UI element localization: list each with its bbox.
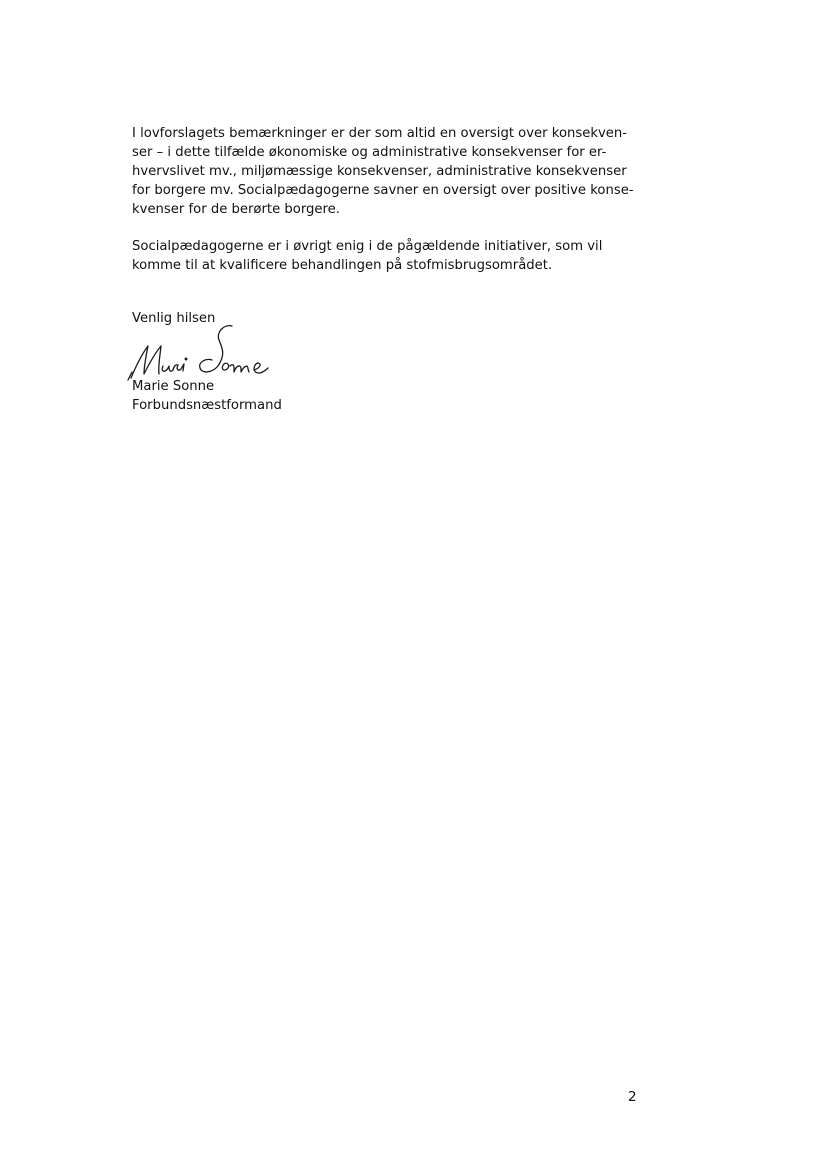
signer-title: Forbundsnæstformand	[132, 398, 282, 413]
paragraph-line: ser – i dette tilfælde økonomiske og administrative konsekvenser for er-	[132, 145, 607, 160]
paragraph-line: for borgere mv. Socialpædagogerne savner en oversigt over positive konse-	[132, 183, 634, 198]
page-number: 2	[628, 1089, 637, 1105]
paragraph-agreement	[132, 237, 652, 275]
paragraph-line: Socialpædagogerne er i øvrigt enig i de pågældende initiativer, som vil	[132, 239, 603, 254]
signer-name: Marie Sonne	[132, 379, 215, 394]
paragraph-line: I lovforslagets bemærkninger er der som altid en oversigt over konsekven-	[132, 126, 628, 141]
handwritten-signature	[120, 322, 280, 384]
paragraph-line: hvervslivet mv., miljømæssige konsekvenser, administrative konsekvenser	[132, 164, 627, 179]
paragraph-consequences	[132, 124, 652, 219]
closing-salutation: Venlig hilsen	[132, 311, 216, 326]
paragraph-line: kvenser for de berørte borgere.	[132, 202, 340, 217]
paragraph-line: komme til at kvalificere behandlingen på stofmisbrugsområdet.	[132, 258, 553, 273]
